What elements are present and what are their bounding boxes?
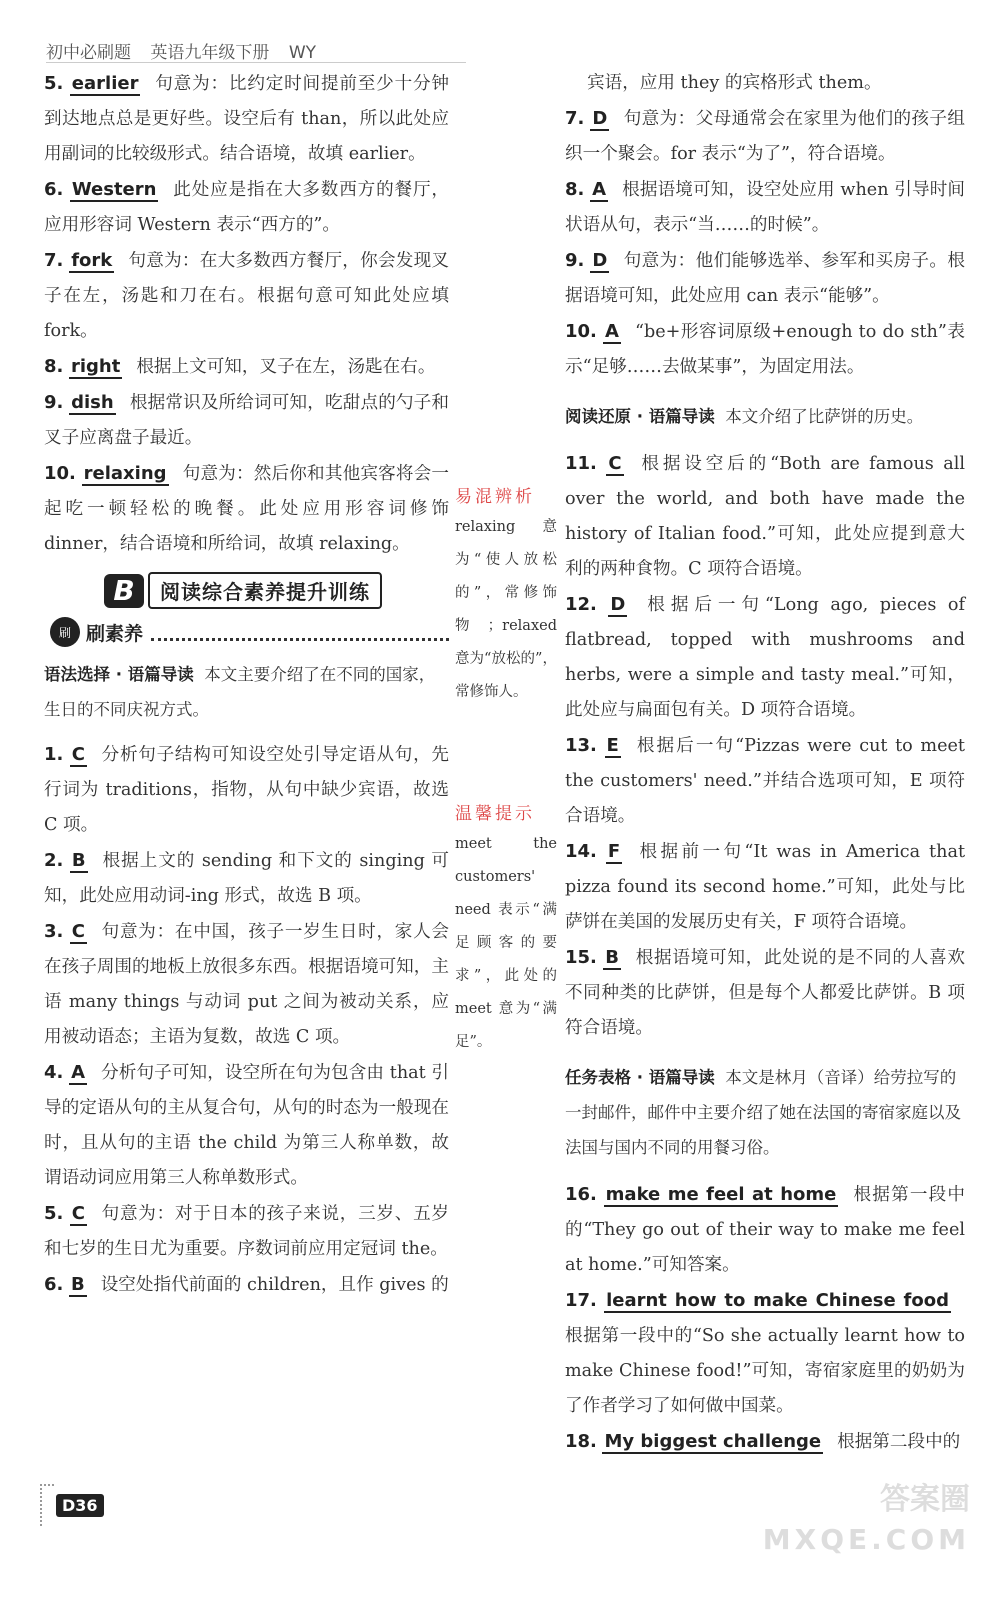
entry-explanation: 根据前一句“It was in America that pizza found its second home.”可知，此处与比萨饼在美国的发展历史有关，F 项符合语境。: [565, 842, 966, 932]
entry-number: 1.: [44, 744, 64, 765]
entry-answer: D: [592, 108, 608, 129]
entry-number: 4.: [44, 1062, 64, 1083]
reading-guide-text: 本文介绍了比萨饼的历史。: [725, 407, 924, 426]
answer-entry: [44, 1196, 449, 1267]
entry-answer: A: [592, 179, 607, 200]
left-column: [44, 66, 449, 1303]
entry-explanation: 根据上文可知，叉子在左，汤匙在右。: [136, 357, 436, 377]
entry-number: 6.: [44, 179, 64, 200]
answer-entry: [565, 1177, 965, 1283]
continued-text: 宾语，应用 they 的宾格形式 them。: [587, 73, 882, 93]
entry-answer: A: [605, 321, 619, 342]
entry-explanation: 根据语境可知，设空处应用 when 引导时间状语从句，表示“当……的时候”。: [565, 180, 965, 235]
entry-explanation: 根据后一句“Pizzas were cut to meet the customers' need.”并结合选项可知，E 项符合语境。: [565, 736, 965, 826]
left-answer-list: [44, 66, 449, 562]
watermark-logo-text: 答案圈: [880, 1482, 970, 1517]
entry-number: 11.: [565, 453, 597, 474]
answer-entry: [565, 172, 965, 243]
entry-answer: make me feel at home: [605, 1184, 837, 1205]
entry-number: 9.: [44, 392, 64, 413]
entry-explanation: 分析句子可知，设空所在句为包含由 that 引导的定语从句的主从复合句，从句的时态为一般现在时，且从句的主语 the child 为第三人称单数，故谓语动词应用第三人称单数形式。: [44, 1063, 449, 1188]
answer-entry: [44, 843, 449, 914]
brush-icon: 刷: [50, 617, 80, 647]
entry-answer: D: [610, 594, 626, 615]
entry-explanation: 句意为：他们能够选举、参军和买房子。根据语境可知，此处应用 can 表示“能够”。: [565, 251, 965, 306]
entry-answer: right: [70, 356, 121, 377]
entry-explanation: 句意为：比约定时间提前至少十分钟到达地点总是更好些。设空后有 than，所以此处应用副词的比较级形式。结合语境，故填 earlier。: [44, 74, 449, 164]
task-guide-label: 任务表格 · 语篇导读: [565, 1068, 715, 1087]
site-watermark: [763, 1480, 970, 1560]
entry-explanation: 句意为：父母通常会在家里为他们的孩子组织一个聚会。for 表示“为了”，符合语境。: [565, 109, 965, 164]
running-header: [46, 38, 330, 63]
entry-number: 5.: [44, 73, 64, 94]
entry-explanation: 句意为：然后你和其他宾客将会一起吃一顿轻松的晚餐。此处应用形容词修饰 dinner，结合语境和所给词，故填 relaxing。: [44, 464, 449, 554]
side-note-text: meet the customers' need 表示“满足顾客的要求”，此处的 meet 意为“满足”。: [455, 836, 557, 1050]
entry-answer: C: [71, 921, 85, 942]
entry-answer: B: [70, 1274, 85, 1295]
entry-answer: B: [605, 947, 619, 968]
entry-number: 14.: [565, 841, 597, 862]
entry-number: 8.: [44, 356, 64, 377]
entry-answer: A: [71, 1062, 85, 1083]
answer-entry: [565, 1424, 965, 1460]
answer-entry: [565, 1283, 965, 1424]
entry-explanation: 根据上文的 sending 和下文的 singing 可知，此处应用动词-ing 形式，故选 B 项。: [44, 851, 449, 906]
answer-entry: [565, 101, 965, 172]
reading-answer-list: [565, 446, 965, 1046]
entry-explanation: 设空处指代前面的 children，且作 gives 的: [100, 1275, 449, 1295]
entry-explanation: 根据第二段中的: [837, 1432, 961, 1452]
side-notes-column: [455, 66, 557, 1059]
task-guide-text: 本文是林月（音译）给劳拉写的一封邮件，邮件中主要介绍了她在法国的寄宿家庭以及法国与国内不同的用餐习俗。: [565, 1068, 961, 1157]
entry-answer: B: [71, 850, 86, 871]
entry-explanation: 根据第一段中的“So she actually learnt how to make Chinese food!”可知，寄宿家庭里的奶奶为了作者学习了如何做中国菜。: [565, 1326, 965, 1416]
answer-entry: [44, 914, 449, 1055]
entry-answer: F: [607, 841, 621, 862]
entry-explanation: 根据第一段中的“They go out of their way to make me feel at home.”可知答案。: [565, 1185, 965, 1275]
subsection-heading: [50, 617, 449, 647]
answer-entry: [565, 243, 965, 314]
section-badge: B: [104, 574, 144, 608]
entry-explanation: 根据常识及所给词可知，吃甜点的勺子和叉子应离盘子最近。: [44, 393, 449, 448]
entry-number: 12.: [565, 594, 597, 615]
entry-number: 6.: [44, 1274, 64, 1295]
dotted-divider: [151, 624, 449, 641]
watermark-url: MXQE.COM: [762, 1523, 970, 1556]
entry-answer: C: [608, 453, 622, 474]
answer-entry: [44, 243, 449, 349]
side-note-confusables: [455, 482, 557, 709]
entry-number: 18.: [565, 1431, 597, 1452]
entry-answer: learnt how to make Chinese food: [606, 1290, 950, 1311]
entry-number: 10.: [565, 321, 597, 342]
entry-explanation: 句意为：在大多数西方餐厅，你会发现叉子在左，汤匙和刀在右。根据句意可知此处应填 fork。: [44, 251, 449, 341]
entry-number: 8.: [565, 179, 585, 200]
right-column: [565, 66, 965, 1460]
entry-number: 13.: [565, 735, 597, 756]
page-number: D36: [56, 1494, 104, 1517]
grammar-answer-list: [44, 737, 449, 1303]
reading-guide: [565, 399, 965, 434]
entry-explanation: 根据后一句“Long ago, pieces of flatbread, topped with mushrooms and herbs, were a simple and tasty meal.”可知，此处应与扁面包有关。D 项符合语境。: [565, 595, 966, 720]
entry-answer: E: [606, 735, 619, 756]
entry-explanation: 根据设空后的“Both are famous all over the world, and both have made the history of Italian food.”可知，此处应提到意大利的两种食物。C 项符合语境。: [565, 454, 966, 579]
answer-entry: [44, 1055, 449, 1196]
answer-entry: [44, 349, 449, 385]
answer-entry: [44, 172, 449, 243]
answer-entry: [44, 1267, 449, 1303]
entry-number: 16.: [565, 1184, 597, 1205]
entry-answer: Western: [71, 179, 157, 200]
answer-entry: [565, 314, 965, 385]
entry-answer: earlier: [71, 73, 139, 94]
entry-number: 2.: [44, 850, 64, 871]
entry-explanation: 此处应是指在大多数西方的餐厅，应用形容词 Western 表示“西方的”。: [44, 180, 449, 235]
page-corner-mark: [40, 1484, 54, 1526]
section-title: 阅读综合素养提升训练: [148, 572, 382, 609]
entry-explanation: 分析句子结构可知设空处引导定语从句，先行词为 traditions，指物，从句中缺少宾语，故选 C 项。: [44, 745, 449, 835]
side-note-text: relaxing 意为“使人放松的”，常修饰物；relaxed 意为“放松的”，常修饰人。: [455, 519, 557, 700]
task-answer-list: [565, 1177, 965, 1460]
answer-entry: [44, 456, 449, 562]
grammar-guide-text: 本文主要介绍了在不同的国家，生日的不同庆祝方式。: [44, 665, 436, 719]
entry-answer: dish: [71, 392, 114, 413]
right-answer-list: [565, 101, 965, 385]
entry-explanation: 根据语境可知，此处说的是不同的人喜欢不同种类的比萨饼，但是每个人都爱比萨饼。B 项符合语境。: [565, 948, 965, 1038]
answer-entry: [565, 728, 965, 834]
entry-number: 9.: [565, 250, 585, 271]
side-note-tip: [455, 799, 557, 1059]
entry-answer: fork: [71, 250, 113, 271]
entry-number: 15.: [565, 947, 597, 968]
entry-answer: C: [71, 1203, 85, 1224]
header-book: 英语九年级下册: [150, 43, 270, 63]
answer-entry: [565, 587, 965, 728]
answer-entry: [44, 385, 449, 456]
reading-guide-label: 阅读还原 · 语篇导读: [565, 407, 715, 426]
header-edition: WY: [288, 43, 317, 63]
entry-number: 10.: [44, 463, 76, 484]
entry-number: 7.: [44, 250, 64, 271]
entry-answer: relaxing: [83, 463, 167, 484]
answer-entry: [565, 446, 965, 587]
entry-explanation: “be+形容词原级+enough to do sth”表示“足够……去做某事”，为固定用法。: [565, 322, 966, 377]
entry-answer: C: [71, 744, 85, 765]
task-guide: [565, 1060, 965, 1165]
entry-answer: My biggest challenge: [604, 1431, 822, 1452]
side-note-title: 温馨提示: [455, 804, 535, 824]
entry-number: 5.: [44, 1203, 64, 1224]
answer-entry: [44, 66, 449, 172]
entry-answer: D: [592, 250, 608, 271]
subsection-title: 刷素养: [86, 622, 144, 645]
answer-entry: [44, 737, 449, 843]
section-banner: [104, 572, 449, 609]
entry-number: 17.: [565, 1290, 597, 1311]
entry-explanation: 句意为：在中国，孩子一岁生日时，家人会在孩子周围的地板上放很多东西。根据语境可知，主语 many things 与动词 put 之间为被动关系，应用被动语态；主语为复数，故选 C 项。: [44, 922, 449, 1047]
entry-number: 3.: [44, 921, 64, 942]
grammar-guide: [44, 657, 449, 727]
header-rule: [46, 62, 466, 63]
answer-entry: [565, 834, 965, 940]
grammar-guide-label: 语法选择 · 语篇导读: [44, 665, 194, 684]
header-series: 初中必刷题: [46, 43, 131, 63]
answer-entry: [565, 940, 965, 1046]
entry-number: 7.: [565, 108, 585, 129]
entry-explanation: 句意为：对于日本的孩子来说，三岁、五岁和七岁的生日尤为重要。序数词前应用定冠词 the。: [44, 1204, 449, 1259]
side-note-title: 易混辨析: [455, 487, 535, 507]
